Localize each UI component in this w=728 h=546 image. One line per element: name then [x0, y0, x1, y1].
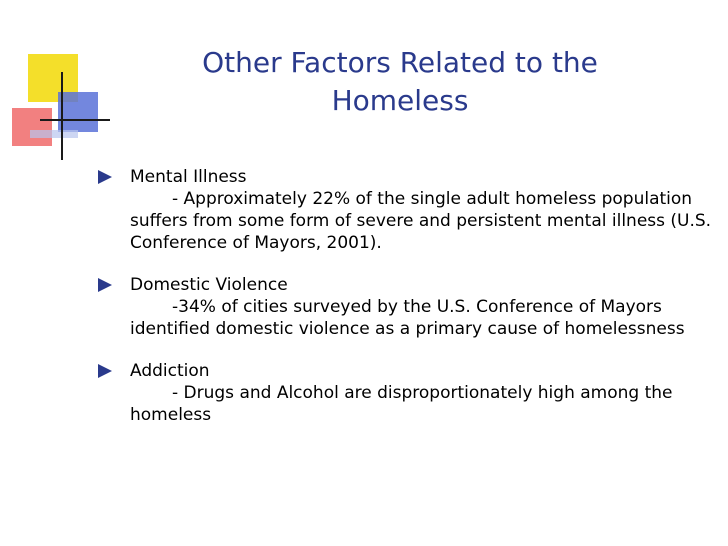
item-heading: Domestic Violence — [130, 275, 288, 295]
item-heading: Mental Illness — [130, 167, 247, 187]
square-bullet-icon — [98, 278, 112, 292]
item-detail: -34% of cities surveyed by the U.S. Conference of Mayors identified domestic violence as a primary cause of homelessness — [130, 297, 685, 339]
bullet-list — [98, 166, 726, 446]
square-bullet-icon — [98, 170, 112, 184]
title-line-1: Other Factors Related to the — [202, 46, 598, 79]
item-detail: - Approximately 22% of the single adult homeless population suffers from some form of severe and persistent mental illness (U.S. Conference of Mayors, 2001). — [130, 189, 712, 253]
list-item — [98, 360, 726, 426]
title-line-2: Homeless — [331, 84, 469, 117]
square-bullet-icon — [98, 364, 112, 378]
item-detail: - Drugs and Alcohol are disproportionately high among the homeless — [130, 383, 673, 425]
slide-title — [150, 44, 650, 120]
item-heading: Addiction — [130, 361, 210, 381]
list-item — [98, 166, 726, 254]
list-item — [98, 274, 726, 340]
decorative-squares-logo — [0, 0, 110, 170]
